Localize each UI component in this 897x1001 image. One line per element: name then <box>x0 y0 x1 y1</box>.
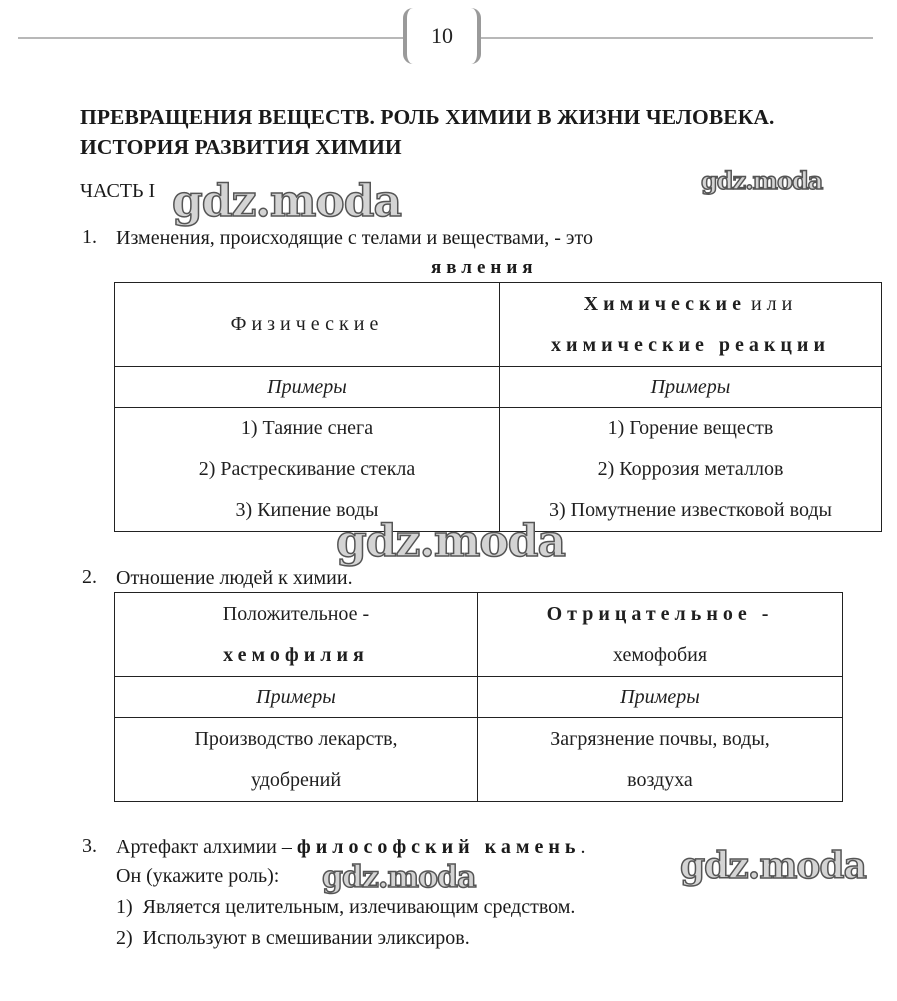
q1-col2-item: 2) Коррозия металлов <box>597 458 784 480</box>
page-title <box>80 102 885 162</box>
q3-item-number: 1) <box>116 896 133 918</box>
q2-col2-header-b: хемофобия <box>612 643 708 666</box>
q1-table <box>114 282 882 532</box>
q3-item-text: Является целительным, излечивающим средством. <box>142 896 576 918</box>
watermark: gdz.moda <box>336 516 566 567</box>
q1-col1-item: 3) Кипение воды <box>235 499 379 521</box>
q3-item-1 <box>116 895 575 919</box>
q1-col2-header-b: или <box>750 292 798 315</box>
q3-end: . <box>580 836 586 858</box>
q3-number: 3. <box>82 835 97 857</box>
q1-col1-item: 1) Таяние снега <box>240 417 374 439</box>
q2-col2-item: Загрязнение почвы, воды, <box>550 727 770 750</box>
q2-col1-examples <box>115 718 478 802</box>
page-number <box>403 8 481 64</box>
q1-col1-examples <box>115 408 500 532</box>
header-rule-left <box>18 37 403 39</box>
header-rule-right <box>481 37 873 39</box>
page-title-line2: ИСТОРИЯ РАЗВИТИЯ ХИМИИ <box>80 135 402 159</box>
q2-col2-header-a: Отрицательное - <box>546 602 774 625</box>
q1-col1-item: 2) Растрескивание стекла <box>198 458 416 480</box>
q2-col2-examples-label: Примеры <box>478 677 843 718</box>
q2-col2-header <box>478 593 843 677</box>
q1-col2-header-c: химические реакции <box>551 333 830 356</box>
q1-col1-examples-label: Примеры <box>115 367 500 408</box>
q2-text: Отношение людей к химии. <box>116 567 353 589</box>
q3-item-number: 2) <box>116 927 133 949</box>
q2-col2-item: воздуха <box>627 768 693 791</box>
q1-col1-header <box>115 283 500 367</box>
q2-col2-examples <box>478 718 843 802</box>
watermark: gdz.moda <box>680 845 866 887</box>
watermark: gdz.moda <box>701 166 823 195</box>
page-title-line1: ПРЕВРАЩЕНИЯ ВЕЩЕСТВ. РОЛЬ ХИМИИ В ЖИЗНИ ЧЕЛОВЕКА. <box>80 105 775 129</box>
q2-col1-header <box>115 593 478 677</box>
q1-col2-examples-label: Примеры <box>500 367 882 408</box>
q3-text: Артефакт алхимии – <box>116 836 292 858</box>
q1-col2-header <box>500 283 882 367</box>
q1-col2-examples <box>500 408 882 532</box>
q3-sub: Он (укажите роль): <box>116 865 280 887</box>
watermark: gdz.moda <box>322 860 476 895</box>
q2-number: 2. <box>82 566 97 588</box>
q1-answer: явления <box>431 257 538 278</box>
q1-col2-header-a: Химические <box>583 292 746 315</box>
q2-col1-item: удобрений <box>250 768 342 791</box>
q2-col1-item: Производство лекарств, <box>194 727 398 750</box>
q3-item-text: Используют в смешивании эликсиров. <box>142 927 470 949</box>
q2-col1-examples-label: Примеры <box>115 677 478 718</box>
q3-line <box>116 835 585 859</box>
q2-table <box>114 592 843 802</box>
q1-col2-item: 3) Помутнение известковой воды <box>549 499 832 521</box>
q3-item-2 <box>116 926 470 950</box>
q1-col2-item: 1) Горение веществ <box>607 417 774 439</box>
q1-number: 1. <box>82 226 97 248</box>
page-number-text: 10 <box>431 23 453 48</box>
q2-col1-header-b: хемофилия <box>223 643 369 666</box>
part-label: ЧАСТЬ I <box>80 180 156 202</box>
q3-answer: философский камень <box>296 836 581 858</box>
q2-col1-header-a: Положительное - <box>222 602 370 625</box>
q1-text: Изменения, происходящие с телами и веществами, - это <box>116 227 593 249</box>
q1-col1-header-text: Физические <box>230 313 384 335</box>
watermark: gdz.moda <box>172 176 402 227</box>
